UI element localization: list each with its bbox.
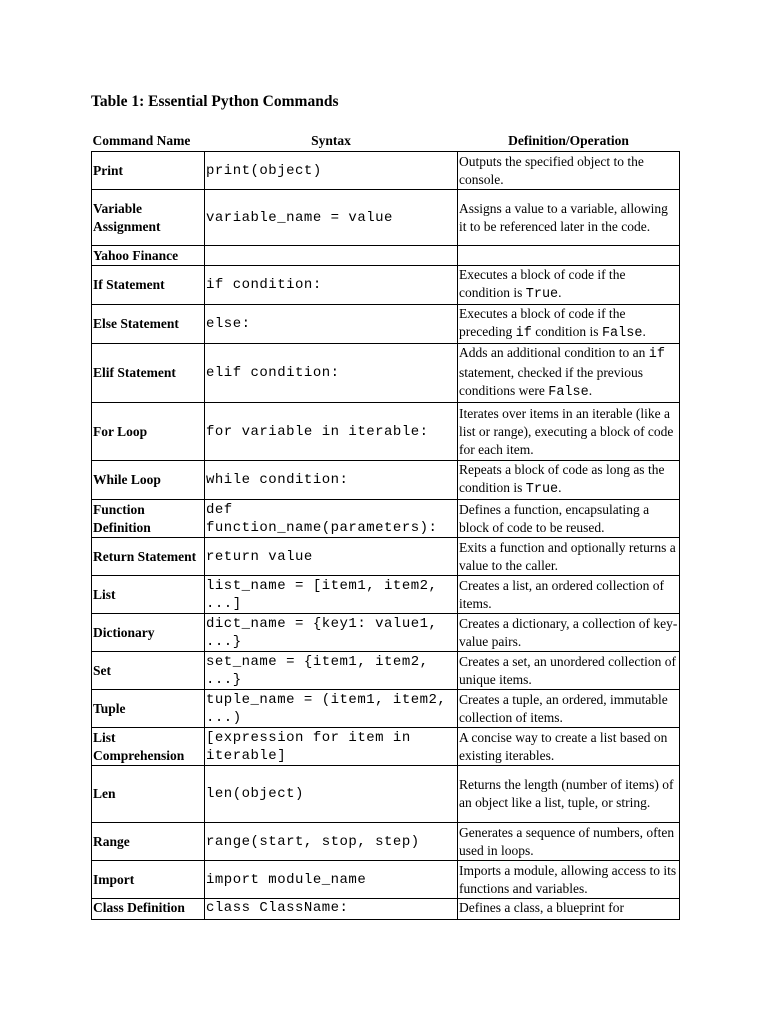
command-name-cell: List Comprehension [92,728,205,766]
syntax-cell: for variable in iterable: [205,403,458,461]
definition-text: Defines a class, a blueprint for [459,900,624,915]
definition-cell [458,576,680,614]
definition-text: Outputs the specified object to the console. [459,153,644,187]
definition-text: . [642,324,646,339]
table-row [92,461,680,500]
inline-code: True [525,287,559,302]
command-name-cell: If Statement [92,266,205,305]
table-row [92,190,680,246]
definition-cell [458,823,680,861]
command-name-cell: List [92,576,205,614]
syntax-cell: if condition: [205,266,458,305]
command-name-cell: Class Definition [92,899,205,920]
definition-text: A concise way to create a list based on existing iterables. [459,729,668,763]
command-name-cell: Elif Statement [92,344,205,403]
syntax-cell: else: [205,305,458,344]
definition-text: Repeats a block of code as long as the condition is [459,462,665,495]
header-command-name: Command Name [92,132,191,148]
table-row [92,576,680,614]
table-caption: Table 1: Essential Python Commands [91,93,339,110]
inline-code: False [601,326,643,341]
definition-text: Assigns a value to a variable, allowing it to be referenced later in the code. [459,200,668,234]
definition-cell [458,728,680,766]
command-name-cell: For Loop [92,403,205,461]
table-row [92,652,680,690]
definition-text: Iterates over items in an iterable (like a list or range), executing a block of code for each item. [459,405,674,457]
definition-cell [458,690,680,728]
syntax-cell: elif condition: [205,344,458,403]
syntax-cell: range(start, stop, step) [205,823,458,861]
definition-text: condition is [531,324,602,339]
command-name-cell: Len [92,766,205,823]
definition-cell [458,246,680,266]
syntax-cell: list_name = [item1, item2, ...] [205,576,458,614]
definition-cell [458,766,680,823]
command-name-cell: Return Statement [92,538,205,576]
definition-cell [458,403,680,461]
header-syntax: Syntax [311,132,351,148]
inline-code: if [648,347,665,362]
syntax-cell: [expression for item in iterable] [205,728,458,766]
definition-text: . [558,480,562,495]
table-row [92,305,680,344]
definition-text: Generates a sequence of numbers, often used in loops. [459,824,675,858]
definition-cell [458,614,680,652]
commands-table [91,130,680,920]
definition-text: statement, checked if the previous conditions were [459,365,644,398]
table-row [92,766,680,823]
definition-text: Defines a function, encapsulating a block of code to be reused. [459,501,650,535]
table-row [92,538,680,576]
definition-cell [458,190,680,246]
definition-text: Creates a tuple, an ordered, immutable collection of items. [459,691,668,725]
definition-cell [458,152,680,190]
command-name-cell: Dictionary [92,614,205,652]
definition-cell [458,652,680,690]
syntax-cell: variable_name = value [205,190,458,246]
table-row [92,899,680,920]
command-name-cell: Import [92,861,205,899]
definition-text: Creates a dictionary, a collection of key-value pairs. [459,615,678,649]
inline-code: if [515,326,532,341]
definition-text: Creates a list, an ordered collection of items. [459,577,665,611]
definition-text: Executes a block of code if the condition is [459,267,626,300]
definition-cell [458,861,680,899]
definition-text: Creates a set, an unordered collection of unique items. [459,653,677,687]
command-name-cell: Print [92,152,205,190]
definition-cell [458,500,680,538]
syntax-cell: len(object) [205,766,458,823]
table-row [92,344,680,403]
table-row [92,403,680,461]
definition-text: Executes a block of code if the preceding [459,306,626,339]
syntax-cell: return value [205,538,458,576]
definition-text: Imports a module, allowing access to its functions and variables. [459,862,677,896]
syntax-cell: tuple_name = (item1, item2, ...) [205,690,458,728]
definition-text: . [558,285,562,300]
command-name-cell: Set [92,652,205,690]
table-row [92,152,680,190]
definition-cell [458,266,680,305]
table-row [92,500,680,538]
definition-cell [458,344,680,403]
table-header-row [92,130,680,152]
table-row [92,614,680,652]
syntax-cell [205,246,458,266]
inline-code: False [548,385,589,400]
command-name-cell: Range [92,823,205,861]
table-row [92,690,680,728]
syntax-cell: def function_name(parameters): [205,500,458,538]
definition-cell [458,461,680,500]
command-name-cell: Yahoo Finance [92,246,205,266]
definition-cell [458,305,680,344]
definition-text: Adds an additional condition to an [459,345,649,360]
table-row [92,246,680,266]
syntax-cell: dict_name = {key1: value1, ...} [205,614,458,652]
table-row [92,823,680,861]
definition-text: Exits a function and optionally returns a value to the caller. [459,539,676,573]
inline-code: True [525,482,559,497]
definition-text: . [588,383,593,398]
command-name-cell: While Loop [92,461,205,500]
command-name-cell: Else Statement [92,305,205,344]
syntax-cell: print(object) [205,152,458,190]
syntax-cell: set_name = {item1, item2, ...} [205,652,458,690]
syntax-cell: class ClassName: [205,899,458,920]
syntax-cell: import module_name [205,861,458,899]
table-row [92,266,680,305]
header-definition: Definition/Operation [508,132,629,148]
table-row [92,728,680,766]
command-name-cell: Tuple [92,690,205,728]
table-row [92,861,680,899]
definition-text: Returns the length (number of items) of an object like a list, tuple, or string. [459,777,674,810]
table-body [92,152,680,920]
definition-cell [458,538,680,576]
syntax-cell: while condition: [205,461,458,500]
command-name-cell: Variable Assignment [92,190,205,246]
definition-cell [458,899,680,920]
command-name-cell: Function Definition [92,500,205,538]
